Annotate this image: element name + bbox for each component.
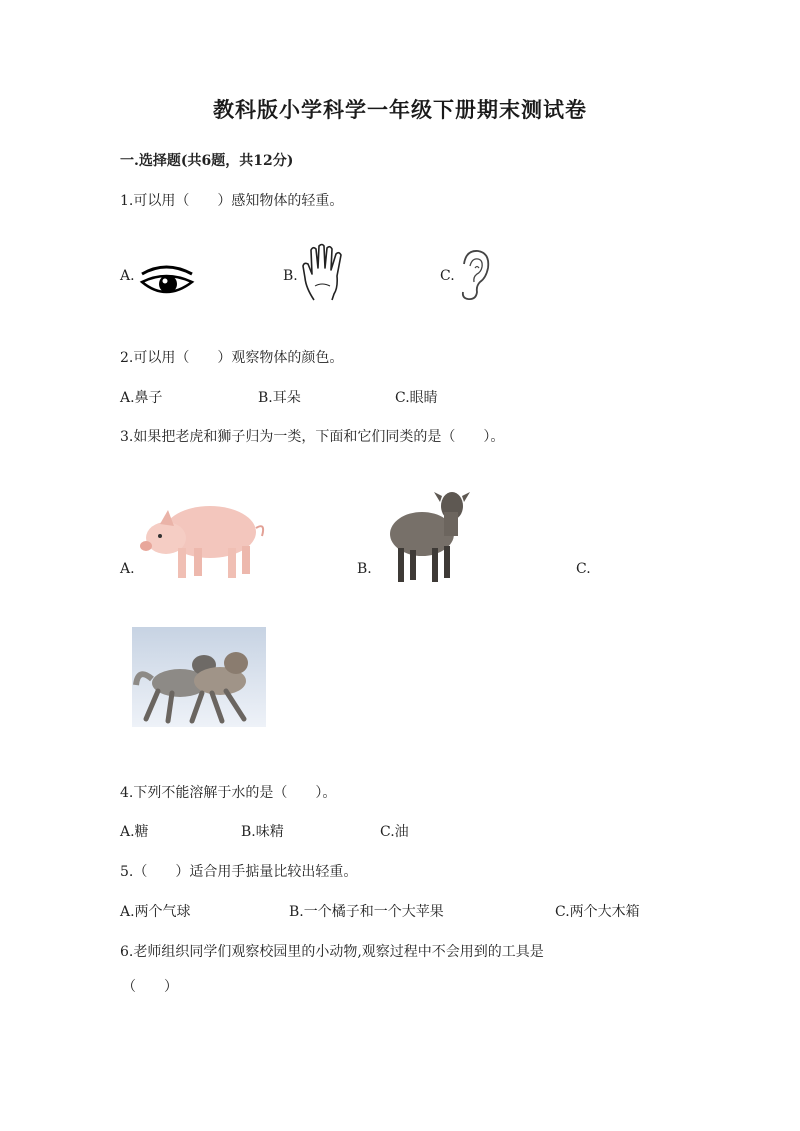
q4-option-c: C.油 xyxy=(380,824,409,840)
q5-option-c: C.两个大木箱 xyxy=(555,904,640,920)
q2-option-a: A.鼻子 xyxy=(120,390,163,406)
q3-option-c: C. xyxy=(576,561,591,577)
question-6: 6.老师组织同学们观察校园里的小动物,观察过程中不会用到的工具是 xyxy=(120,944,544,960)
question-2: 2.可以用（ ）观察物体的颜色。 xyxy=(120,350,344,366)
q3-option-b: B. xyxy=(357,561,372,577)
q5-option-a: A.两个气球 xyxy=(120,904,191,920)
section-heading: 一.选择题(共6题，共12分) xyxy=(120,153,294,169)
q4-option-a: A.糖 xyxy=(120,824,149,840)
q1-option-c: C. xyxy=(440,268,455,284)
page-title: 教科版小学科学一年级下册期末测试卷 xyxy=(213,97,587,122)
pig-image xyxy=(138,488,270,582)
ear-icon xyxy=(456,248,492,302)
q6-answer-blank: （ ） xyxy=(122,979,178,995)
question-4: 4.下列不能溶解于水的是（ ）。 xyxy=(120,785,337,801)
question-1: 1.可以用（ ）感知物体的轻重。 xyxy=(120,193,344,209)
wolves-image xyxy=(132,627,266,727)
q3-option-a: A. xyxy=(120,561,135,577)
q1-option-b: B. xyxy=(283,268,298,284)
q2-option-c: C.眼睛 xyxy=(395,390,438,406)
question-5: 5.（ ）适合用手掂量比较出轻重。 xyxy=(120,864,358,880)
q1-option-a: A. xyxy=(120,268,135,284)
eye-icon xyxy=(138,262,196,302)
sheep-image xyxy=(386,488,474,586)
question-3: 3.如果把老虎和狮子归为一类，下面和它们同类的是（ ）。 xyxy=(120,429,505,445)
q5-option-b: B.一个橘子和一个大苹果 xyxy=(289,904,444,920)
q2-option-b: B.耳朵 xyxy=(258,390,301,406)
q4-option-b: B.味精 xyxy=(241,824,284,840)
hand-icon xyxy=(300,242,352,304)
